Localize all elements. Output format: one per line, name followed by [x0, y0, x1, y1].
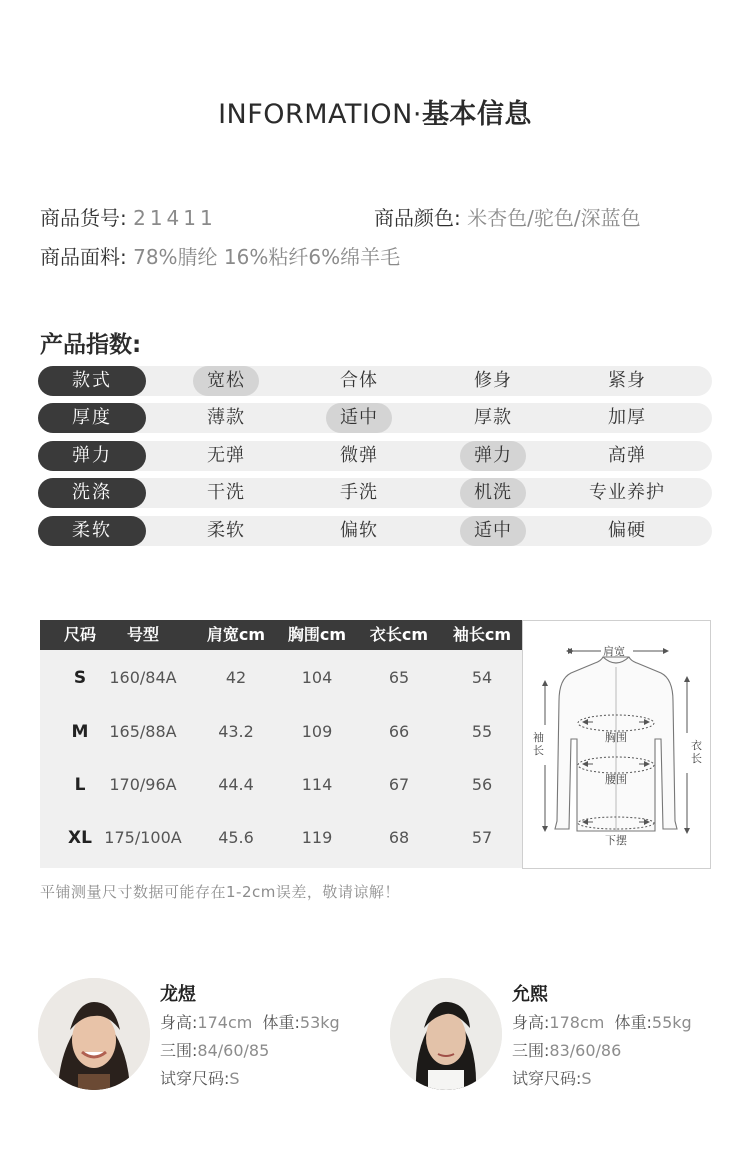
size-table-header-cell: 号型: [126, 625, 159, 644]
index-option: 偏软: [340, 520, 378, 541]
size-table-cell: 55: [471, 722, 493, 741]
index-row-label: 款式: [38, 366, 146, 396]
size-table-cell: 57: [471, 828, 493, 847]
item-fabric-label: 商品面料:: [40, 245, 127, 269]
index-option-selected: 弹力: [460, 441, 526, 471]
title-en: INFORMATION: [218, 99, 413, 130]
title-dot: ·: [412, 99, 422, 130]
index-row: [38, 403, 712, 433]
index-option-selected: 机洗: [460, 478, 526, 508]
index-row: [38, 516, 712, 546]
item-color-value: 米杏色/驼色/深蓝色: [467, 206, 641, 230]
title-cn: 基本信息: [421, 99, 532, 130]
model-1-name: 龙煜: [160, 984, 196, 1005]
item-number-value: 21411: [133, 206, 217, 230]
size-table-header-cell: 尺码: [63, 625, 96, 644]
index-option: 高弹: [608, 445, 646, 466]
model-1-measure: 三围:84/60/85: [160, 1041, 270, 1060]
size-table-cell: 109: [301, 722, 333, 741]
index-option: 薄款: [207, 407, 245, 428]
index-row: [38, 441, 712, 471]
diagram-waist-label: 腰围: [605, 773, 627, 786]
size-table-cell: 114: [301, 775, 333, 794]
size-table-cell: 160/84A: [109, 668, 177, 687]
size-table-cell: 67: [388, 775, 410, 794]
model-2-name: 允熙: [512, 984, 548, 1005]
index-option: 无弹: [207, 445, 245, 466]
item-number: [40, 202, 217, 231]
size-table-header: [40, 620, 522, 650]
size-table-cell: 43.2: [218, 722, 254, 741]
model-1-size: 试穿尺码:S: [160, 1069, 240, 1088]
size-table-size-cell: M: [71, 722, 89, 742]
size-table-size-cell: S: [73, 668, 87, 688]
index-option: 加厚: [608, 407, 646, 428]
size-table-cell: 54: [471, 668, 493, 687]
size-table-cell: 56: [471, 775, 493, 794]
index-row-label: 厚度: [38, 403, 146, 433]
size-table-cell: 175/100A: [104, 828, 182, 847]
size-table-cell: 42: [225, 668, 247, 687]
size-table-cell: 165/88A: [109, 722, 177, 741]
size-table-header-cell: 袖长cm: [452, 625, 512, 644]
page-title: [0, 92, 750, 131]
index-title: 产品指数:: [40, 332, 142, 358]
measurement-diagram: [522, 620, 711, 869]
index-option: 修身: [474, 370, 512, 391]
index-option: 微弹: [340, 445, 378, 466]
size-table-header-cell: 肩宽cm: [206, 625, 266, 644]
size-table-cell: 68: [388, 828, 410, 847]
size-table-header-cell: 胸围cm: [287, 625, 347, 644]
index-option: 柔软: [207, 520, 245, 541]
index-option: 偏硬: [608, 520, 646, 541]
index-row: [38, 478, 712, 508]
diagram-length-label: 衣 长: [691, 739, 702, 765]
item-color-label: 商品颜色:: [374, 206, 461, 230]
model-2-size: 试穿尺码:S: [512, 1069, 592, 1088]
size-table-cell: 66: [388, 722, 410, 741]
index-option: 手洗: [340, 482, 378, 503]
model-2-measure: 三围:83/60/86: [512, 1041, 622, 1060]
measurement-note: 平铺测量尺寸数据可能存在1-2cm误差，敬请谅解！: [40, 883, 400, 901]
model-1-avatar: [38, 978, 150, 1090]
index-row-label: 洗涤: [38, 478, 146, 508]
model-1-stats: 身高:174cm 体重:53kg: [160, 1013, 340, 1032]
diagram-chest-label: 胸围: [605, 731, 627, 744]
index-option-selected: 宽松: [193, 366, 259, 396]
size-table-cell: 119: [301, 828, 333, 847]
index-row-label: 柔软: [38, 516, 146, 546]
index-option: 厚款: [474, 407, 512, 428]
index-option: 紧身: [608, 370, 646, 391]
size-table-cell: 104: [301, 668, 333, 687]
index-option: 专业养护: [589, 482, 665, 503]
diagram-sleeve-label: 袖 长: [533, 731, 544, 757]
size-table-cell: 44.4: [218, 775, 254, 794]
item-fabric-value: 78%腈纶 16%粘纤6%绵羊毛: [133, 245, 401, 269]
index-option-selected: 适中: [326, 403, 392, 433]
item-fabric: [40, 241, 400, 270]
size-table-cell: 45.6: [218, 828, 254, 847]
size-table-cell: 65: [388, 668, 410, 687]
item-color: [374, 202, 641, 231]
size-table-size-cell: L: [74, 775, 86, 795]
index-row: [38, 366, 712, 396]
size-table: [40, 620, 522, 868]
size-table-cell: 170/96A: [109, 775, 177, 794]
index-option-selected: 适中: [460, 516, 526, 546]
index-option: 干洗: [207, 482, 245, 503]
diagram-shoulder-label: 肩宽: [603, 645, 625, 658]
index-option: 合体: [340, 370, 378, 391]
size-table-header-cell: 衣长cm: [369, 625, 429, 644]
size-table-size-cell: XL: [68, 828, 92, 848]
item-number-label: 商品货号:: [40, 206, 127, 230]
model-2-stats: 身高:178cm 体重:55kg: [512, 1013, 692, 1032]
model-2-avatar: [390, 978, 502, 1090]
index-row-label: 弹力: [38, 441, 146, 471]
diagram-hem-label: 下摆: [605, 834, 627, 847]
